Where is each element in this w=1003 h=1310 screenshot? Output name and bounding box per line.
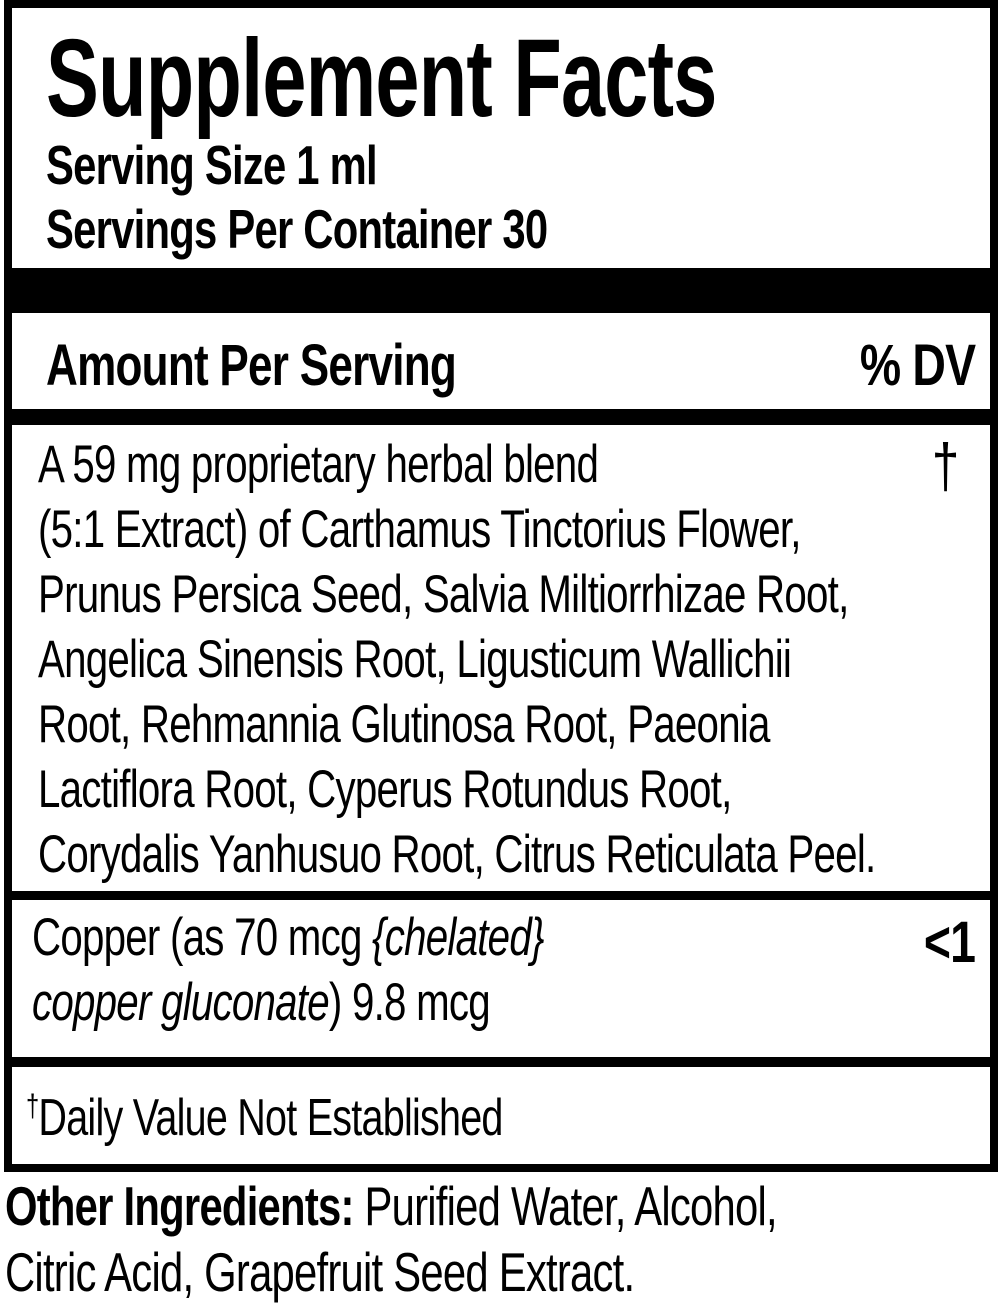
panel-title: Supplement Facts (46, 17, 717, 140)
herbal-blend-line: Root, Rehmannia Glutinosa Root, Paeonia (38, 695, 770, 754)
herbal-blend-line: A 59 mg proprietary herbal blend (38, 435, 599, 494)
amount-per-serving-text: Amount Per Serving (46, 333, 457, 398)
dagger-symbol: † (931, 432, 958, 501)
herbal-blend-line: Prunus Persica Seed, Salvia Miltiorrhizae Root, (38, 565, 849, 624)
footnote-text-wrap (26, 1086, 503, 1150)
other-ingredients-label: Other Ingredients: (5, 1175, 354, 1237)
herbal-blend-dv-dagger (925, 432, 958, 502)
copper-line2-italic: copper gluconate (32, 973, 329, 1032)
footnote-dagger: † (26, 1088, 39, 1124)
footnote-text: Daily Value Not Established (38, 1089, 503, 1147)
copper-row (32, 905, 705, 1035)
serving-size-text: Serving Size 1 ml (46, 134, 377, 196)
other-ingredients-line-2: Citric Acid, Grapefruit Seed Extract. (5, 1241, 635, 1303)
copper-line1-italic: {chelated} (372, 908, 544, 967)
copper-line2-regular: ) 9.8 mcg (328, 973, 490, 1032)
copper-line-1 (32, 905, 544, 970)
panel-title-row (46, 17, 977, 140)
other-ingredients-block (5, 1173, 1003, 1305)
row-divider (12, 891, 990, 900)
amount-per-serving-header (46, 330, 586, 402)
herbal-blend-line: (5:1 Extract) of Carthamus Tinctorius Flower, (38, 500, 801, 559)
percent-dv-header (831, 330, 975, 402)
percent-dv-text: % DV (859, 333, 975, 398)
copper-dv-text: <1 (923, 910, 975, 975)
copper-dv-value (911, 908, 975, 978)
herbal-blend-row (38, 432, 1003, 887)
copper-line-2 (32, 970, 490, 1035)
herbal-blend-line: Angelica Sinensis Root, Ligusticum Wallichii (38, 630, 792, 689)
facts-panel (4, 0, 998, 1172)
other-ingredients-rest: Purified Water, Alcohol, (353, 1175, 777, 1237)
row-divider (12, 1057, 990, 1067)
servings-per-container-row (46, 196, 706, 262)
copper-line1-regular: Copper (as 70 mcg (32, 908, 373, 967)
herbal-blend-line: Lactiflora Root, Cyperus Rotundus Root, (38, 760, 732, 819)
other-ingredients-line-1 (5, 1173, 777, 1239)
divider-bar-thick (12, 268, 990, 313)
servings-per-container-text: Servings Per Container 30 (46, 198, 548, 260)
footnote-row (26, 1086, 653, 1150)
serving-size-row (46, 132, 481, 198)
divider-bar-medium (12, 409, 990, 425)
herbal-blend-line: Corydalis Yanhusuo Root, Citrus Reticulata Peel. (38, 825, 876, 884)
